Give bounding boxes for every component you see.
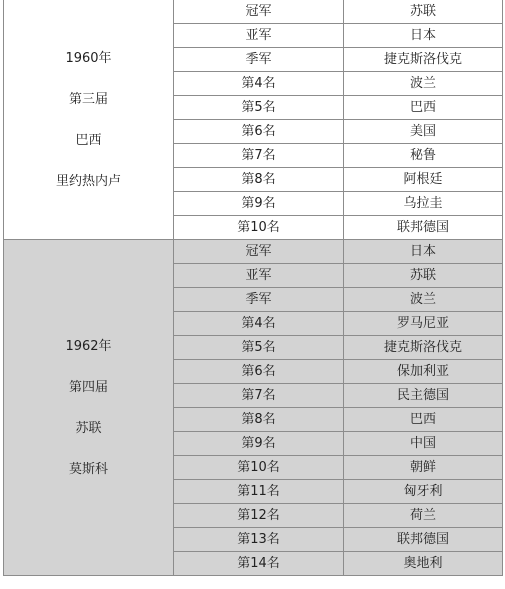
team-cell: 秘鲁 — [344, 144, 503, 168]
edition-year: 1962年 — [65, 338, 112, 354]
team-cell: 朝鲜 — [344, 456, 503, 480]
rank-cell: 第13名 — [174, 528, 344, 552]
rank-cell: 第6名 — [174, 360, 344, 384]
edition-info-cell — [4, 240, 174, 576]
rank-cell: 季军 — [174, 288, 344, 312]
rank-cell: 第10名 — [174, 216, 344, 240]
team-cell: 苏联 — [344, 264, 503, 288]
team-cell: 联邦德国 — [344, 528, 503, 552]
edition-number: 第四届 — [68, 379, 108, 395]
rank-cell: 第10名 — [174, 456, 344, 480]
team-cell: 联邦德国 — [344, 216, 503, 240]
host-country: 苏联 — [75, 420, 102, 436]
team-cell: 捷克斯洛伐克 — [344, 48, 503, 72]
team-cell: 乌拉圭 — [344, 192, 503, 216]
team-cell: 罗马尼亚 — [344, 312, 503, 336]
rank-cell: 第9名 — [174, 432, 344, 456]
team-cell: 保加利亚 — [344, 360, 503, 384]
rank-cell: 第12名 — [174, 504, 344, 528]
team-cell: 日本 — [344, 24, 503, 48]
rank-cell: 第9名 — [174, 192, 344, 216]
results-table — [3, 0, 503, 576]
rank-cell: 第6名 — [174, 120, 344, 144]
edition-1960 — [4, 0, 503, 240]
host-city: 莫斯科 — [68, 461, 108, 477]
team-cell: 捷克斯洛伐克 — [344, 336, 503, 360]
rank-cell: 第8名 — [174, 408, 344, 432]
team-cell: 苏联 — [344, 0, 503, 24]
rank-cell: 亚军 — [174, 264, 344, 288]
edition-1962 — [4, 240, 503, 576]
team-cell: 民主德国 — [344, 384, 503, 408]
team-cell: 巴西 — [344, 408, 503, 432]
team-cell: 奥地利 — [344, 552, 503, 576]
rank-cell: 第14名 — [174, 552, 344, 576]
rank-cell: 亚军 — [174, 24, 344, 48]
host-country: 巴西 — [75, 132, 102, 148]
team-cell: 中国 — [344, 432, 503, 456]
rank-cell: 第11名 — [174, 480, 344, 504]
team-cell: 荷兰 — [344, 504, 503, 528]
rank-cell: 第5名 — [174, 96, 344, 120]
edition-number: 第三届 — [68, 91, 108, 107]
team-cell: 美国 — [344, 120, 503, 144]
rank-cell: 第4名 — [174, 72, 344, 96]
table-row — [4, 240, 503, 264]
rank-cell: 第8名 — [174, 168, 344, 192]
rank-cell: 冠军 — [174, 0, 344, 24]
rank-cell: 第7名 — [174, 384, 344, 408]
team-cell: 巴西 — [344, 96, 503, 120]
table-row — [4, 0, 503, 24]
edition-info-cell — [4, 0, 174, 240]
team-cell: 波兰 — [344, 72, 503, 96]
team-cell: 波兰 — [344, 288, 503, 312]
edition-year: 1960年 — [65, 50, 112, 66]
rank-cell: 冠军 — [174, 240, 344, 264]
team-cell: 匈牙利 — [344, 480, 503, 504]
rank-cell: 季军 — [174, 48, 344, 72]
rank-cell: 第7名 — [174, 144, 344, 168]
team-cell: 阿根廷 — [344, 168, 503, 192]
rank-cell: 第5名 — [174, 336, 344, 360]
host-city: 里约热内卢 — [55, 173, 121, 189]
team-cell: 日本 — [344, 240, 503, 264]
rank-cell: 第4名 — [174, 312, 344, 336]
